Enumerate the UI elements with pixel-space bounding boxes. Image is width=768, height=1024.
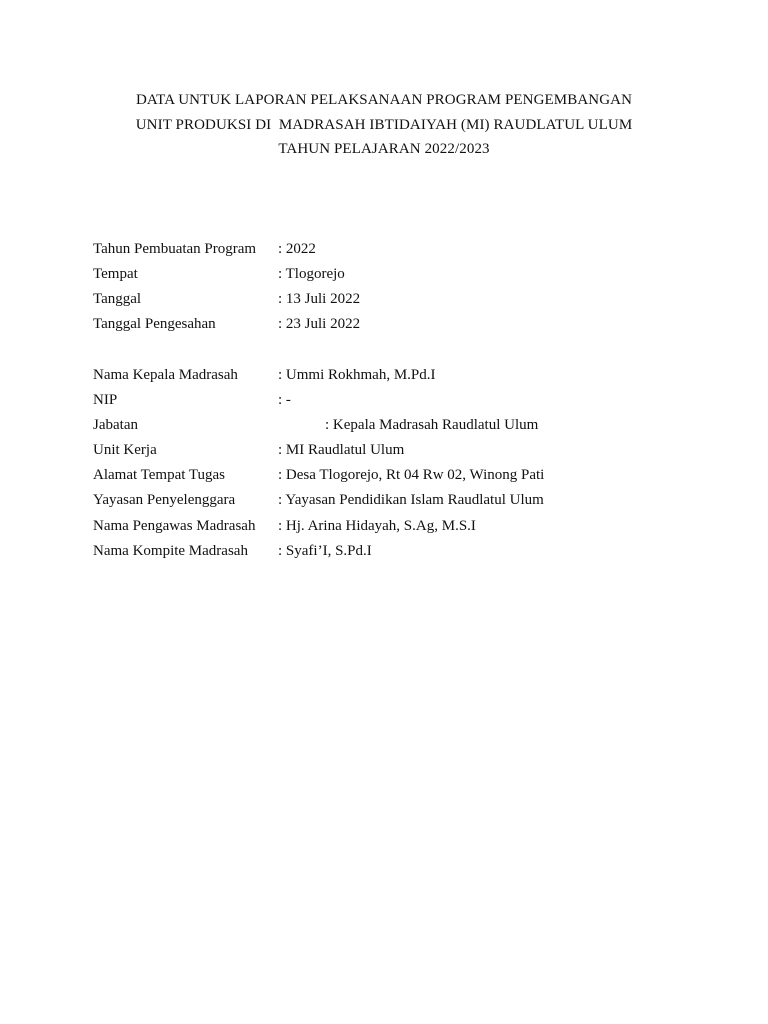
field-label: Tempat <box>93 266 138 282</box>
row-nama-kepala <box>93 364 733 386</box>
field-label: Tanggal Pengesahan <box>93 316 216 332</box>
row-unit-kerja <box>93 439 733 461</box>
field-label: Nama Pengawas Madrasah <box>93 518 256 534</box>
field-value: : 2022 <box>278 241 316 257</box>
field-value: : MI Raudlatul Ulum <box>278 442 405 458</box>
field-label: Tanggal <box>93 291 142 307</box>
field-label: Unit Kerja <box>93 442 157 458</box>
title-line-3: TAHUN PELAJARAN 2022/2023 <box>278 141 490 157</box>
title-line-2: UNIT PRODUKSI DI MADRASAH IBTIDAIYAH (MI) RAUDLATUL ULUM <box>135 116 633 133</box>
row-alamat <box>93 464 733 486</box>
row-kompite <box>93 540 733 562</box>
row-tanggal <box>93 288 733 310</box>
document-title <box>0 88 768 162</box>
row-tahun-pembuatan <box>93 238 733 260</box>
field-label: Yayasan Penyelenggara <box>93 492 236 508</box>
field-value: : - <box>278 392 291 408</box>
field-label: Jabatan <box>93 417 138 433</box>
field-label: NIP <box>93 392 118 408</box>
row-yayasan <box>93 489 733 511</box>
field-value: : Desa Tlogorejo, Rt 04 Rw 02, Winong Pati <box>278 467 545 483</box>
row-tanggal-pengesahan <box>93 313 733 335</box>
field-value: : Tlogorejo <box>278 266 345 282</box>
field-value: : Hj. Arina Hidayah, S.Ag, M.S.I <box>278 518 476 534</box>
field-label: Nama Kompite Madrasah <box>93 543 248 559</box>
field-value: : Kepala Madrasah Raudlatul Ulum <box>325 417 539 433</box>
field-value: : Yayasan Pendidikan Islam Raudlatul Ulum <box>278 492 544 508</box>
title-line-1: DATA UNTUK LAPORAN PELAKSANAAN PROGRAM PENGEMBANGAN <box>135 92 632 108</box>
field-label: Nama Kepala Madrasah <box>93 367 238 383</box>
field-label: Tahun Pembuatan Program <box>93 241 257 257</box>
row-tempat <box>93 263 733 285</box>
row-pengawas <box>93 515 733 537</box>
row-nip <box>93 389 733 411</box>
field-value: : Ummi Rokhmah, M.Pd.I <box>278 367 436 383</box>
field-label: Alamat Tempat Tugas <box>93 467 226 483</box>
field-value: : 23 Juli 2022 <box>278 316 361 332</box>
field-value: : Syafi’I, S.Pd.I <box>278 543 372 559</box>
row-jabatan <box>93 414 733 436</box>
field-value: : 13 Juli 2022 <box>278 291 361 307</box>
